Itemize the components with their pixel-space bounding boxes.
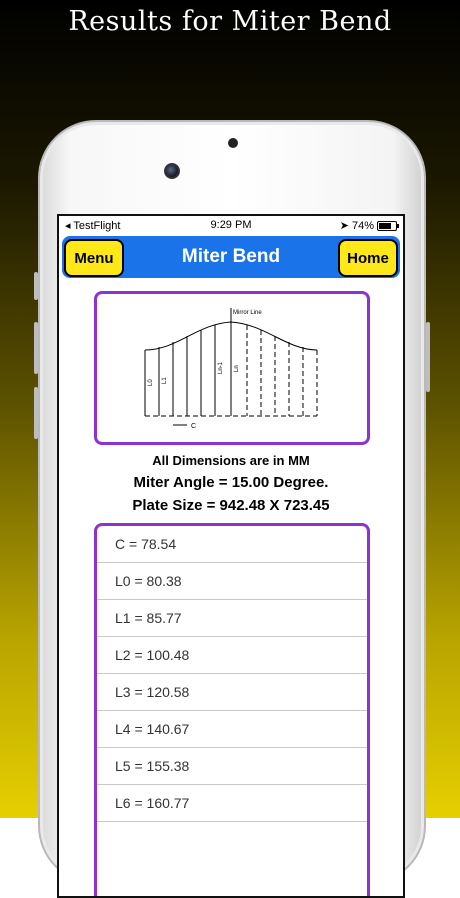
front-camera	[164, 163, 180, 179]
results-list[interactable]	[94, 523, 370, 898]
status-right	[340, 219, 397, 232]
result-row-l3: L3 = 120.58	[97, 674, 367, 711]
result-row-l1: L1 = 85.77	[97, 600, 367, 637]
phone-frame	[38, 120, 426, 884]
app-screen	[57, 214, 405, 898]
menu-button[interactable]: Menu	[64, 239, 124, 277]
nav-title: Miter Bend	[181, 246, 281, 267]
power-button	[426, 322, 430, 392]
miter-diagram-box	[94, 291, 370, 445]
label-l0: L0	[148, 379, 154, 386]
label-c: C	[191, 423, 197, 430]
label-mirror-line: Mirror Line	[233, 310, 262, 316]
speaker	[228, 138, 238, 148]
result-row-l4: L4 = 140.67	[97, 711, 367, 748]
home-button[interactable]: Home	[338, 239, 398, 277]
label-ln-1: Ln-1	[218, 361, 224, 374]
result-row-c: C = 78.54	[97, 526, 367, 563]
miter-angle-text: Miter Angle = 15.00 Degree.	[133, 474, 329, 491]
result-row-l5: L5 = 155.38	[97, 748, 367, 785]
label-l1: L1	[162, 377, 168, 384]
result-row-l0: L0 = 80.38	[97, 563, 367, 600]
status-bar	[59, 216, 403, 236]
result-row-l2: L2 = 100.48	[97, 637, 367, 674]
page-headline: Results for Miter Bend	[68, 6, 392, 37]
mute-switch	[34, 272, 38, 300]
volume-down-button	[34, 387, 38, 439]
status-carrier: ◂ TestFlight	[65, 220, 121, 232]
volume-up-button	[34, 322, 38, 374]
miter-bend-diagram	[97, 294, 367, 442]
status-battery-percent: 74%	[351, 219, 374, 232]
plate-size-text: Plate Size = 942.48 X 723.45	[132, 497, 330, 514]
units-text: All Dimensions are in MM	[152, 453, 310, 468]
location-arrow-icon: ➤	[339, 220, 349, 232]
status-time: 9:29 PM	[210, 219, 252, 231]
label-ln: Ln	[234, 365, 240, 372]
result-row-l6: L6 = 160.77	[97, 785, 367, 822]
nav-bar	[62, 236, 400, 278]
battery-icon	[377, 221, 397, 231]
